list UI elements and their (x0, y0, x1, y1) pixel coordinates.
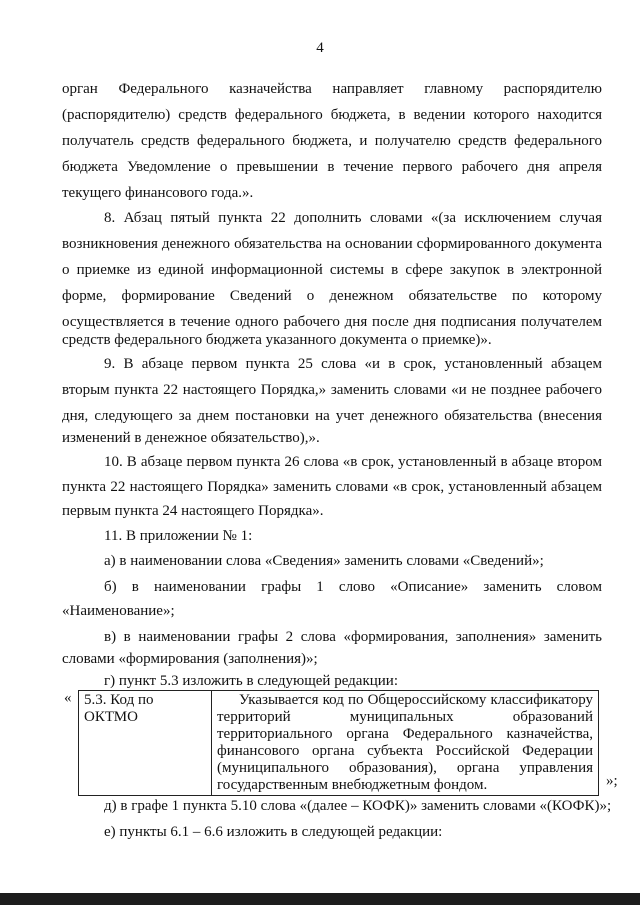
amendment-table (78, 690, 599, 796)
text-line: б) в наименовании графы 1 слово «Описание» заменить словом (104, 579, 602, 595)
text-line: пункта 22 настоящего Порядка» заменить словами «в срок, установленный абзацем (62, 479, 602, 495)
text-line: 8. Абзац пятый пункта 22 дополнить словами «(за исключением случая (104, 210, 602, 226)
text-line: 9. В абзаце первом пункта 25 слова «и в срок, установленный абзацем (104, 356, 602, 372)
desc-line: (муниципального образования), органа управления (217, 760, 593, 776)
text-line: осуществляется в течение одного рабочего дня после дня подписания получателем (62, 314, 602, 330)
text-line: форме, формирование Сведений о денежном обязательстве по которому (62, 288, 602, 304)
quote-close: »; (606, 773, 618, 789)
text-line: 10. В абзаце первом пункта 26 слова «в срок, установленный в абзаце втором (104, 454, 602, 470)
description-cell (212, 691, 599, 796)
desc-line: государственным внебюджетным фондом. (217, 777, 488, 793)
text-line: г) пункт 5.3 изложить в следующей редакции: (104, 673, 398, 689)
text-line: орган Федерального казначейства направляет главному распорядителю (62, 81, 602, 97)
text-line: д) в графе 1 пункта 5.10 слова «(далее – КОФК)» заменить словами «(КОФК)»; (104, 798, 612, 814)
text-line: дня, следующего за днем постановки на учет денежного обязательства (внесения (62, 408, 602, 424)
text-line: (распорядителю) средств федерального бюджета, в ведении которого находится (62, 107, 602, 123)
desc-line: территориального органа Федерального казначейства, (217, 726, 593, 742)
table-row (79, 691, 599, 796)
text-line: 11. В приложении № 1: (104, 528, 253, 544)
text-line: словами «формирования (заполнения)»; (62, 651, 318, 667)
text-line: а) в наименовании слова «Сведения» заменить словами «Сведений»; (104, 553, 544, 569)
desc-line: территорий муниципальных образований (217, 709, 593, 725)
code-line: ОКТМО (84, 709, 138, 725)
desc-line: Указывается код по Общероссийскому классификатору (239, 692, 593, 708)
scan-edge (0, 893, 640, 905)
code-cell (79, 691, 212, 796)
desc-line: финансового органа субъекта Российской Федерации (217, 743, 593, 759)
quote-open: « (64, 690, 72, 706)
text-line: средств федерального бюджета указанного документа о приемке)». (62, 332, 492, 348)
text-line: вторым пункта 22 настоящего Порядка,» заменить словами «и не позднее рабочего (62, 382, 602, 398)
text-line: изменений в денежное обязательство),». (62, 430, 320, 446)
text-line: возникновения денежного обязательства на основании сформированного документа (62, 236, 602, 252)
text-line: текущего финансового года.». (62, 185, 254, 201)
text-line: бюджета Уведомление о превышении в течение первого рабочего дня апреля (62, 159, 602, 175)
code-line: 5.3. Код по (84, 692, 154, 708)
page-number: 4 (316, 40, 324, 56)
text-line: в) в наименовании графы 2 слова «формирования, заполнения» заменить (104, 629, 602, 645)
text-line: получатель средств федерального бюджета, и получателю средств федерального (62, 133, 602, 149)
text-line: первым пункта 24 настоящего Порядка». (62, 503, 324, 519)
text-line: о приемке из единой информационной системы в сфере закупок в электронной (62, 262, 602, 278)
text-line: е) пункты 6.1 – 6.6 изложить в следующей редакции: (104, 824, 443, 840)
text-line: «Наименование»; (62, 603, 175, 619)
